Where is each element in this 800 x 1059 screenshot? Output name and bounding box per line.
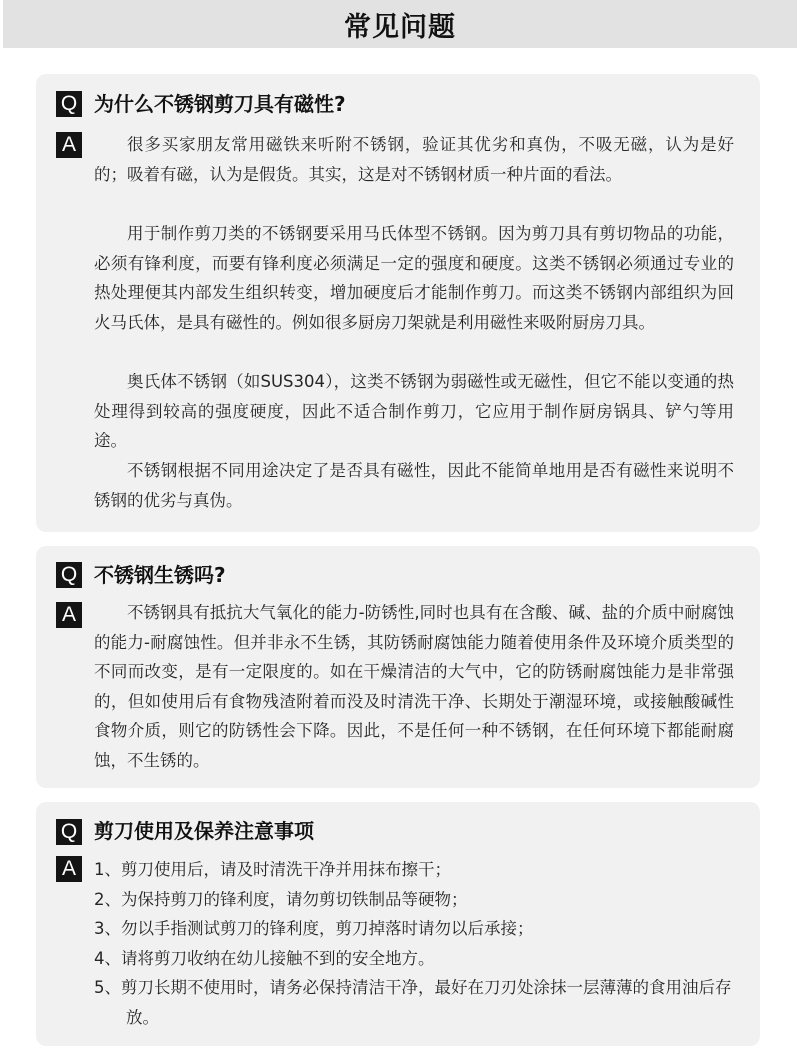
page-header (3, 0, 797, 48)
question-badge: Q (56, 819, 82, 845)
question-badge: Q (56, 91, 82, 117)
answer-paragraph: 奥氏体不锈钢（如SUS304），这类不锈钢为弱磁性或无磁性，但它不能以变通的热处理得到较高的强度硬度，因此不适合制作剪刀，它应用于制作厨房锅具、铲勺等用途。 (94, 372, 734, 450)
care-list-item: 2、为保持剪刀的锋利度，请勿剪切铁制品等硬物； (94, 890, 468, 909)
faq-card-care (36, 802, 760, 1046)
answer-paragraph: 用于制作剪刀类的不锈钢要采用马氏体型不锈钢。因为剪刀具有剪切物品的功能，必须有锋利度，而要有锋利度必须满足一定的强度和硬度。这类不锈钢必须通过专业的热处理便其内部发生组织转变，增加硬度后才能制作剪刀。而这类不锈钢内部组织为回火马氏体，是具有磁性的。例如很多厨房刀架就是利用磁性来吸附厨房刀具。 (94, 224, 734, 332)
care-list-item: 3、勿以手指测试剪刀的锋利度，剪刀掉落时请勿以后承接； (94, 919, 534, 938)
care-list-item: 4、请将剪刀收纳在幼儿接触不到的安全地方。 (94, 949, 435, 968)
question-title: 为什么不锈钢剪刀具有磁性? (94, 92, 346, 116)
answer-paragraph: 不锈钢根据不同用途决定了是否具有磁性，因此不能简单地用是否有磁性来说明不锈钢的优劣与真伪。 (94, 461, 734, 510)
question-badge: Q (56, 562, 82, 588)
answer-badge: A (56, 132, 82, 158)
question-title: 剪刀使用及保养注意事项 (94, 819, 314, 843)
question-title: 不锈钢生锈吗? (94, 563, 226, 587)
answer-paragraph: 很多买家朋友常用磁铁来听附不锈钢，验证其优劣和真伪，不吸无磁，认为是好的；吸着有磁，认为是假货。其实，这是对不锈钢材质一种片面的看法。 (94, 135, 734, 184)
faq-card-rust (36, 546, 760, 788)
answer-badge: A (56, 602, 82, 628)
answer-badge: A (56, 856, 82, 882)
answer-paragraph: 不锈钢具有抵抗大气氧化的能力-防锈性,同时也具有在含酸、碱、盐的介质中耐腐蚀的能力-耐腐蚀性。但并非永不生锈，其防锈耐腐蚀能力随着使用条件及环境介质类型的不同而改变，是有一定限度的。如在干燥清洁的大气中，它的防锈耐腐蚀能力是非常强的，但如使用后有食物残渣附着而没及时清洗干净、长期处于潮湿环境，或接触酸碱性食物介质，则它的防锈性会下降。因此，不是任何一种不锈钢，在任何环境下都能耐腐蚀，不生锈的。 (94, 603, 734, 770)
faq-card-magnetism (36, 74, 760, 532)
page-title: 常见问题 (344, 11, 456, 43)
care-list-item: 5、剪刀长期不使用时，请务必保持清洁干净，最好在刀刃处涂抹一层薄薄的食用油后存放。 (94, 978, 732, 1027)
care-list-item: 1、剪刀使用后，请及时清洗干净并用抹布擦干； (94, 860, 451, 879)
